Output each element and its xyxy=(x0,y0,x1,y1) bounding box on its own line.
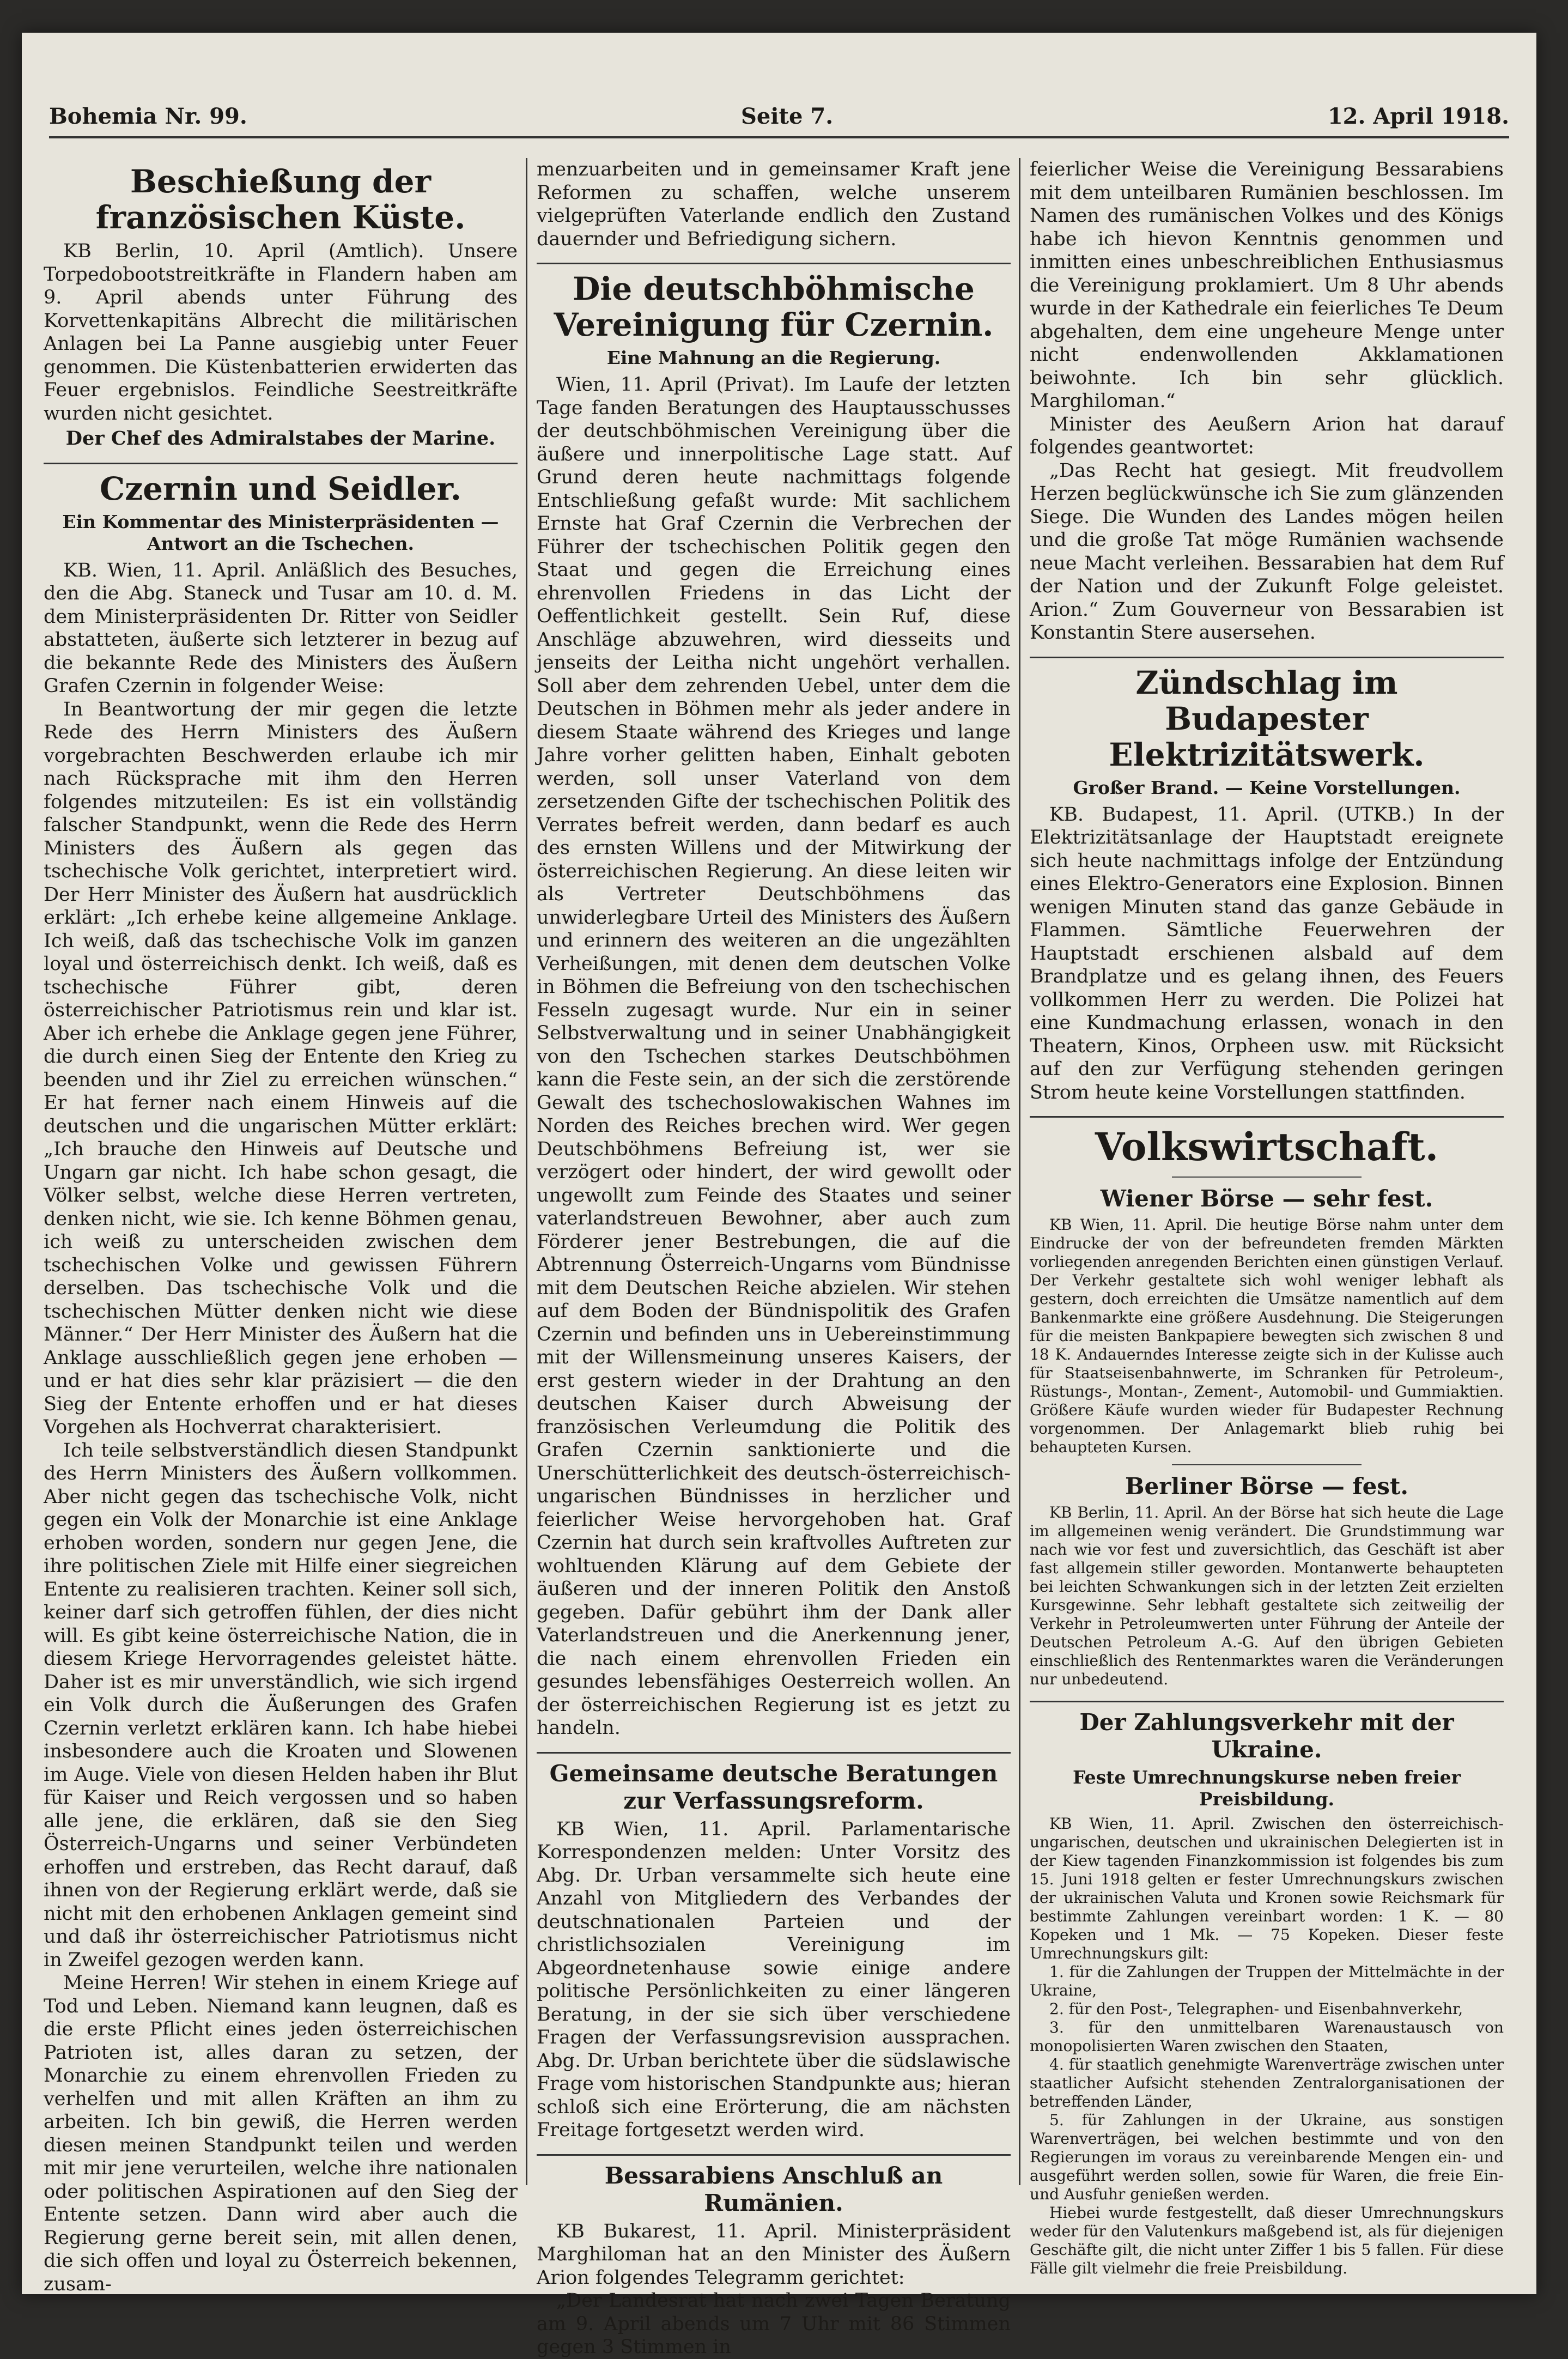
article-subtitle: Eine Mahnung an die Regierung. xyxy=(606,347,941,368)
section-title: Volkswirtschaft. xyxy=(1095,1124,1439,1169)
article-title: Beschießung der französischen Küste. xyxy=(95,163,466,236)
article-title: Die deutschböhmische Vereinigung für Czernin. xyxy=(554,270,994,343)
article-title: Bessarabiens Anschluß an Rumänien. xyxy=(604,2162,943,2216)
article-text: KB Wien, 11. April. Parlamentarische Korrespondenzen melden: Unter Vorsitz des Abg. Dr. Urban versammelte sich heute eine Anzahl von Mitgliedern des Verbandes der deutschnationalen Parteien und der christlichsozialen Vereinigung im Abgeordnetenhause sowie einige andere politische Persönlichkeiten zu einer längeren Beratung, in der sie sich über verschiedene Fragen der Verfassungsrevision aussprachen. Abg. Dr. Urban berichtete über die südslawische Frage vom historischen Standpunkte aus; hieran schloß sich eine Erörterung, die am nächsten Freitage fortgesetzt werden wird. xyxy=(537,1818,1011,2141)
divider xyxy=(1030,1116,1504,1118)
article-signature: Der Chef des Admiralstabes der Marine. xyxy=(65,427,496,450)
article-title: Czernin und Seidler. xyxy=(100,470,461,507)
article-text: Minister des Aeußern Arion hat darauf folgendes geantwortet: xyxy=(1030,413,1504,458)
divider xyxy=(1172,1177,1362,1178)
divider xyxy=(44,463,518,464)
article-subtitle: Ein Kommentar des Ministerpräsidenten — Antwort an die Tschechen. xyxy=(62,511,499,554)
article-title: Der Zahlungsverkehr mit der Ukraine. xyxy=(1079,1709,1454,1763)
article-text: KB. Wien, 11. April. Anläßlich des Besuches, den die Abg. Staneck und Tusar am 10. d. M. dem Ministerpräsidenten Dr. Ritter von Seidler abstatteten, äußerte sich letzterer in bezug auf die bekannte Rede des Ministers des Äußern Grafen Czernin in folgender Weise: xyxy=(44,559,518,697)
column-2 xyxy=(537,158,1011,2358)
newspaper-page xyxy=(22,33,1536,2358)
article-subtitle: Feste Umrechnungskurse neben freier Preisbildung. xyxy=(1072,1767,1461,1810)
article-title: Berliner Börse — fest. xyxy=(1125,1473,1408,1500)
divider xyxy=(537,263,1011,264)
article-title: Wiener Börse — sehr fest. xyxy=(1100,1185,1433,1212)
issue-date: 12. April 1918. xyxy=(1327,104,1509,129)
divider xyxy=(1172,1464,1362,1465)
article-text: KB Wien, 11. April. Zwischen den österreichisch-ungarischen, deutschen und ukrainischen Delegierten ist in der Kiew tagenden Finanzkommission ist folgendes bis zum 15. Juni 1918 gelten er fester Umrechnungskurs zwischen der ukrainischen Valuta und Kronen sowie Reichsmark für bestimmte Zahlungen vereinbart worden: 1 K. — 80 Kopeken und 1 Mk. — 75 Kopeken. Dieser feste Umrechnungskurs gilt: xyxy=(1030,1815,1504,1962)
article-text: KB Berlin, 10. April (Amtlich). Unsere Torpedobootstreitkräfte in Flandern haben am 9. April abends unter Führung des Korvettenkapitäns Albrecht die militärischen Anlagen bei La Panne ausgiebig unter Feuer genommen. Die Küstenbatterien erwiderten das Feuer ergebnislos. Feindliche Seestreitkräfte wurden nicht gesichtet. xyxy=(44,240,518,425)
article-text: „Der Landesrat hat nach zwei Tagen Beratung am 9. April abends um 7 Uhr mit 86 Stimmen gegen 3 Stimmen in xyxy=(537,2290,1011,2358)
article-text: Hiebei wurde festgestellt, daß dieser Umrechnungskurs weder für den Valutenkurs maßgebend ist, als für diejenigen Geschäfte gilt, die nicht unter Ziffer 1 bis 5 fallen. Für diese Fälle gilt vielmehr die freie Preisbildung. xyxy=(1030,2204,1504,2277)
list-item: 3. für den unmittelbaren Warenaustausch von monopolisierten Waren zwischen den Staaten, xyxy=(1030,2018,1504,2055)
article-text: KB Bukarest, 11. April. Ministerpräsident Marghiloman hat an den Minister des Äußern Arion folgendes Telegramm gerichtet: xyxy=(537,2220,1011,2289)
page-number: Seite 7. xyxy=(741,104,834,129)
article-text: Meine Herren! Wir stehen in einem Kriege auf Tod und Leben. Niemand kann leugnen, daß es die erste Pflicht eines jeden österreichischen Patrioten ist, alles daran zu setzen, der Monarchie zu einem ehrenvollen Frieden zu verhelfen und mit allen Kräften an ihm zu arbeiten. Ich bin gewiß, die Herren werden diesen meinen Standpunkt teilen und werden mit mir jene verurteilen, welche ihre nationalen oder politischen Aspirationen auf den Sieg der Entente setzen. Dann wird aber auch die Regierung gerne bereit sein, mit allen denen, die sich offen und loyal zu Österreich bekennen, zusam- xyxy=(44,1972,518,2295)
article-text: Ich teile selbstverständlich diesen Standpunkt des Herrn Ministers des Äußern vollkommen. Aber nicht gegen das tschechische Volk, nicht gegen ein Volk der Monarchie ist eine Anklage erhoben worden, sondern nur gegen Jene, die ihre politischen Ziele mit Hilfe einer siegreichen Entente zu realisieren trachten. Keiner soll sich, keiner darf sich getroffen fühlen, der dies nicht will. Es gibt keine österreichische Nation, die in diesem Kriege Hervorragendes geleistet hätte. Daher ist es mir unverständlich, wie sich irgend ein Volk durch die Äußerungen des Grafen Czernin verletzt erklären kann. Ich habe hiebei insbesondere auch die Kroaten und Slowenen im Auge. Viele von diesen Helden haben ihr Blut für Kaiser und Reich vergossen und so haben alle jene, die erklären, daß sie den Sieg Österreich-Ungarns und seiner Verbündeten erhoffen und erstreben, das Recht darauf, daß ihnen von der Regierung erklärt werde, daß sie nicht mit den erhobenen Anklagen gemeint sind und daß ihr österreichischer Patriotismus nicht in Zweifel gezogen werden kann. xyxy=(44,1439,518,1971)
article-text: KB Berlin, 11. April. An der Börse hat sich heute die Lage im allgemeinen wenig verändert. Die Grundstimmung war nach wie vor fest und zuversichtlich, das Geschäft ist aber fast allgemein stiller geworden. Montanwerte behaupteten bei leichten Schwankungen sich in der letzten Zeit erzielten Kursgewinne. Sehr lebhaft gestaltete sich zeitweilig der Verkehr in Petroleumwerten unter Führung der Anteile der Deutschen Petroleum A.-G. Auf den übrigen Gebieten einschließlich des Rentenmarktes waren die Veränderungen nur unbedeutend. xyxy=(1030,1503,1504,1688)
list-item: 4. für staatlich genehmigte Warenverträge zwischen unter staatlicher Aufsicht stehenden Zentralorganisationen der betreffenden Länder, xyxy=(1030,2055,1504,2111)
list-item: 5. für Zahlungen in der Ukraine, aus sonstigen Warenverträgen, bei welchen bestimmte und von den Regierungen im voraus zu vereinbarende Mengen ein- und ausgeführt werden sollen, sowie für Waren, die freie Ein- und Ausfuhr genießen werden. xyxy=(1030,2111,1504,2203)
column-1 xyxy=(44,158,518,2295)
article-text: „Das Recht hat gesiegt. Mit freudvollem Herzen beglückwünsche ich Sie zum glänzenden Siege. Die Wunden des Landes mögen heilen und die große Tat möge Rumänien wachsende neue Macht verleihen. Bessarabien hat dem Ruf der Nation und der Zukunft Folge geleistet. Arion.“ Zum Gouverneur von Bessarabien ist Konstantin Stere ausersehen. xyxy=(1030,459,1504,644)
article-subtitle: Großer Brand. — Keine Vorstellungen. xyxy=(1073,777,1461,798)
article-title: Gemeinsame deutsche Beratungen zur Verfassungsreform. xyxy=(549,1760,998,1814)
issue-number: Bohemia Nr. 99. xyxy=(49,104,247,129)
column-rule xyxy=(526,158,527,2185)
article-text: feierlicher Weise die Vereinigung Bessarabiens mit dem unteilbaren Rumänien beschlossen. Im Namen des rumänischen Volkes und des Königs habe ich hievon Kenntnis genommen und inmitten eines unbeschreiblichen Enthusiasmus die Vereinigung proklamiert. Um 8 Uhr abends wurde in der Kathedrale ein feierliches Te Deum abgehalten, dem eine ungeheure Menge unter nicht endenwollenden Akklamationen beiwohnte. Ich bin sehr glücklich. Marghiloman.“ xyxy=(1030,159,1504,412)
article-text: KB. Budapest, 11. April. (UTKB.) In der Elektrizitätsanlage der Hauptstadt ereignete sich heute nachmittags infolge der Entzündung eines Elektro-Generators eine Explosion. Binnen wenigen Minuten stand das ganze Gebäude in Flammen. Sämtliche Feuerwehren der Hauptstadt erschienen alsbald auf dem Brandplatze und es gelang ihnen, des Feuers vollkommen Herr zu werden. Die Polizei hat eine Kundmachung erlassen, wonach in den Theatern, Kinos, Orpheen usw. mit Rücksicht auf den zur Verfügung stehenden geringen Strom heute keine Vorstellungen stattfinden. xyxy=(1030,803,1504,1103)
column-rule xyxy=(1019,158,1020,2185)
divider xyxy=(537,1752,1011,1754)
page-header xyxy=(49,93,1509,138)
article-title: Zündschlag im Budapester Elektrizitätswerk. xyxy=(1109,664,1425,773)
article-text: Wien, 11. April (Privat). Im Laufe der letzten Tage fanden Beratungen des Hauptausschusses der deutschböhmischen Vereinigung über die äußere und innerpolitische Lage statt. Auf Grund deren heute nachmittags folgende Entschließung gefaßt wurde: Mit sachlichem Ernste hat Graf Czernin die Verbrechen der Führer der tschechischen Politik gegen den Staat und gegen die Erreichung eines ehrenvollen Friedens in das Licht der Oeffentlichkeit gestellt. Sein Ruf, diese Anschläge abzuwehren, wird diesseits und jenseits der Leitha nicht ungehört verhallen. Soll aber dem zehrenden Uebel, unter dem die Deutschen in Böhmen mehr als jeder andere in diesem Staate während des Krieges und lange Jahre vorher gelitten haben, Einhalt geboten werden, soll unser Vaterland von dem zersetzenden Gifte der tschechischen Politik des Verrates befreit werden, dann bedarf es auch des ernsten Willens und der Mitwirkung der österreichischen Regierung. An diese leiten wir als Vertreter Deutschböhmens das unwiderlegbare Urteil des Ministers des Äußern und erinnern des weiteren an die ungezählten Verheißungen, mit denen dem deutschen Volke in Böhmen die Befreiung von den tschechischen Fesseln zugesagt wurde. Nur ein in seiner Selbstverwaltung und in seiner Unabhängigkeit von den Tschechen starkes Deutschböhmen kann die Feste sein, an der sich die zerstörende Gewalt des tschechoslowakischen Wahnes im Norden des Reiches brechen wird. Wer gegen Deutschböhmens Befreiung ist, wer sie verzögert oder hindert, der wird gewollt oder ungewollt zum Feinde des Staates und seiner vaterlandstreuen Bewohner, aber auch zum Förderer jener Bestrebungen, die auf die Abtrennung Österreich-Ungarns vom Bündnisse mit dem Deutschen Reiche abzielen. Wir stehen auf dem Boden der Bündnispolitik des Grafen Czernin und befinden uns in Uebereinstimmung mit der Willensmeinung unseres Kaisers, der erst gestern wieder in der Drahtung an den deutschen Kaiser durch Abweisung der französischen Verleumdung die Politik des Grafen Czernin sanktionierte und die Unerschütterlichkeit des deutsch-österreichisch-ungarischen Bündnisses in herzlicher und feierlicher Weise hervorgehoben hat. Graf Czernin hat durch sein kraftvolles Auftreten zur wohltuenden Klärung auf dem Gebiete der äußeren und der inneren Politik den Anstoß gegeben. Dafür gebührt ihm der Dank aller Vaterlandstreuen und die Anerkennung jener, die nach einem ehrenvollen Frieden ein gesundes lebensfähiges Oesterreich wollen. An der österreichischen Regierung ist es jetzt zu handeln. xyxy=(537,374,1011,1739)
divider xyxy=(537,2154,1011,2156)
article-text: menzuarbeiten und in gemeinsamer Kraft jene Reformen zu schaffen, welche unserem vielgeprüften Vaterlande endlich den Zustand dauernder und Befriedigung sichern. xyxy=(537,159,1011,250)
column-3 xyxy=(1030,158,1504,2277)
list-item: 2. für den Post-, Telegraphen- und Eisenbahnverkehr, xyxy=(1049,2000,1463,2018)
article-text: KB Wien, 11. April. Die heutige Börse nahm unter dem Eindrucke der von der befreundeten fremden Märkten vorliegenden anregenden Berichten einen günstigen Verlauf. Der Verkehr gestaltete sich wohl weniger lebhaft als gestern, doch erreichten die Umsätze namentlich auf dem Bankenmarkte eine größere Ausdehnung. Die Steigerungen für die meisten Bankpapiere bewegten sich zwischen 8 und 18 K. Andauerndes Interesse zeigte sich in der Kulisse auch für Staatseisenbahnwerte, im Schranken für Petroleum-, Rüstungs-, Montan-, Zement-, Automobil- und Gummiaktien. Größere Käufe wurden wieder für Budapester Rechnung vorgenommen. Der Anlagemarkt blieb ruhig bei behaupteten Kursen. xyxy=(1030,1216,1504,1456)
divider xyxy=(1030,1701,1504,1702)
divider xyxy=(1030,657,1504,658)
list-item: 1. für die Zahlungen der Truppen der Mittelmächte in der Ukraine, xyxy=(1030,1963,1504,1999)
article-text: In Beantwortung der mir gegen die letzte Rede des Herrn Ministers des Äußern vorgebrachten Beschwerden erlaube ich mir nach Rücksprache mit ihm den Herren folgendes mitzuteilen: Es ist ein vollständig falscher Standpunkt, wenn die Rede des Herrn Ministers des Äußern als gegen das tschechische Volk gerichtet, interpretiert wird. Der Herr Minister des Äußern hat ausdrücklich erklärt: „Ich erhebe keine allgemeine Anklage. Ich weiß, daß das tschechische Volk im ganzen loyal und österreichisch denkt. Ich weiß, daß es tschechische Führer gibt, deren österreichischer Patriotismus rein und klar ist. Aber ich erhebe die Anklage gegen jene Führer, die durch einen Sieg der Entente den Krieg zu beenden und ihr Ziel zu erreichen wünschen.“ Er hat ferner nach einem Hinweis auf die deutschen und die ungarischen Mütter erklärt: „Ich brauche den Hinweis auf Deutsche und Ungarn gar nicht. Ich habe schon gesagt, die Völker selbst, welche diese Herren vertreten, denken nicht, wie sie. Ich kenne Böhmen genau, ich weiß zu unterscheiden zwischen dem tschechischen Volke und gewissen Führern derselben. Das tschechische Volk und die tschechischen Mütter denken nicht wie diese Männer.“ Der Herr Minister des Äußern hat die Anklage ausschließlich gegen jene erhoben — und er hat dies sehr klar präzisiert — die den Sieg der Entente erhoffen und er hat dieses Vorgehen als Hochverrat charakterisiert. xyxy=(44,698,518,1438)
